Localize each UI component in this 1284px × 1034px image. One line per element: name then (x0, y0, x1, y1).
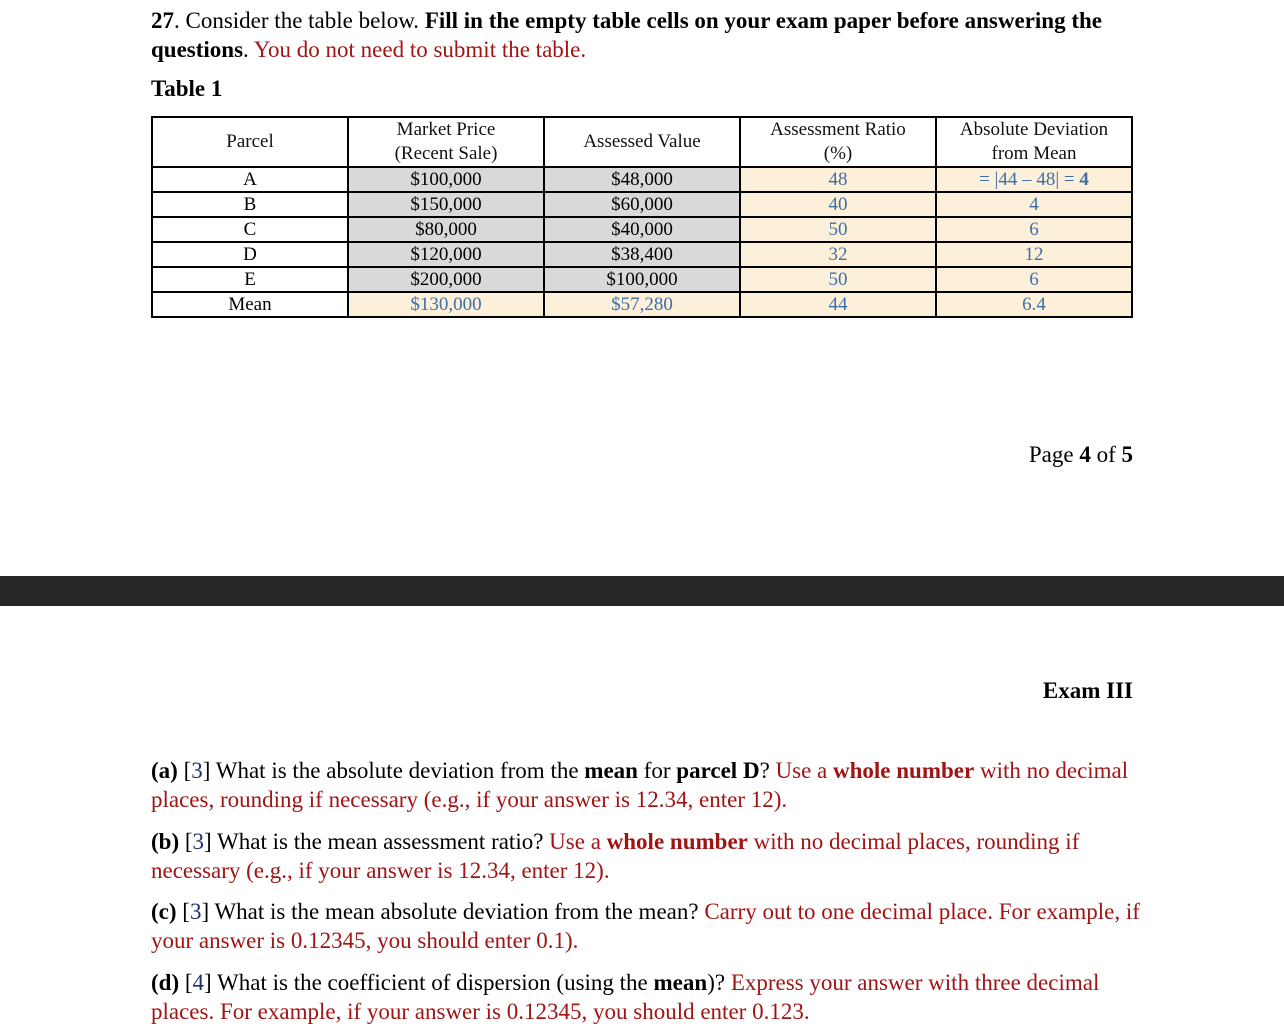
question-points: 3 (192, 829, 205, 854)
question-emphasis: parcel D (676, 758, 760, 783)
question-text: What is the mean absolute deviation from the mean? (209, 899, 705, 924)
table-header-row (152, 117, 1132, 167)
cell-market-price: $100,000 (348, 167, 544, 192)
assessment-table (151, 116, 1133, 318)
page-total: 5 (1121, 442, 1133, 467)
cell-market-price: $120,000 (348, 242, 544, 267)
question-label: (b) (151, 829, 180, 854)
question-b: (b) [3] What is the mean assessment ratio? Use a whole number with no decimal places, rounding if necessary (e.g., if your answer is 12.34, enter 12). (151, 829, 1080, 883)
header-deviation-line1: Absolute Deviation (959, 119, 1109, 140)
cell-deviation (936, 167, 1132, 192)
question-points: 3 (189, 899, 202, 924)
cell-ratio: 48 (740, 167, 936, 192)
question-instruction: with no decimal places, rounding if necessary (e.g., if your answer is 12.34, enter 12). (151, 758, 1129, 812)
header-market-price-line1: Market Price (396, 119, 496, 140)
cell-assessed-value: $38,400 (544, 242, 740, 267)
question-instruction: Use a (549, 829, 607, 854)
cell-assessed-value: $100,000 (544, 267, 740, 292)
question-text: )? (707, 970, 731, 995)
page-current: 4 (1079, 442, 1091, 467)
question-number: 27 (151, 8, 174, 33)
header-ratio-line1: Assessment Ratio (770, 119, 906, 140)
question-instruction: Use a (775, 758, 834, 783)
deviation-value: 6 (1029, 268, 1039, 290)
cell-ratio: 50 (740, 267, 936, 292)
cell-parcel: A (152, 167, 348, 192)
cell-parcel: C (152, 217, 348, 242)
page-prefix: Page (1028, 442, 1080, 467)
cell-ratio: 50 (740, 217, 936, 242)
table-row (152, 167, 1132, 192)
header-deviation-line2: from Mean (991, 143, 1077, 164)
question-label: (c) (151, 899, 177, 924)
cell-mean-assessed-value: $57,280 (544, 292, 740, 317)
cell-deviation (936, 267, 1132, 292)
cell-market-price: $80,000 (348, 217, 544, 242)
question-emphasis: mean (653, 970, 708, 995)
question-points: 3 (191, 758, 203, 783)
question-emphasis: mean (584, 758, 638, 783)
question-c: (c) [3] What is the mean absolute deviation from the mean? Carry out to one decimal place. For example, if your answer is 0.12345, you should enter 0.1). (151, 899, 1140, 953)
question-d: (d) [4] What is the coefficient of dispersion (using the mean)? Express your answer with three decimal places. For example, if your answer is 0.12345, you should enter 0.123. (151, 970, 1100, 1024)
cell-assessed-value: $60,000 (544, 192, 740, 217)
question-27-intro (151, 6, 1151, 64)
question-instruction-emphasis: whole number (833, 758, 975, 783)
header-market-price-line2: (Recent Sale) (394, 143, 498, 164)
cell-ratio: 40 (740, 192, 936, 217)
question-points: 4 (192, 970, 205, 995)
cell-market-price: $200,000 (348, 267, 544, 292)
cell-market-price: $150,000 (348, 192, 544, 217)
question-text: What is the coefficient of dispersion (using the (211, 970, 654, 995)
header-absolute-deviation (936, 117, 1132, 167)
question-instruction: Express your answer with three decimal places. For example, if your answer is 0.12345, you should enter 0.123. (151, 970, 1100, 1024)
question-instruction-emphasis: whole number (606, 829, 748, 854)
table-title: Table 1 (151, 76, 223, 101)
question-instruction: with no decimal places, rounding if necessary (e.g., if your answer is 12.34, enter 12). (151, 829, 1080, 883)
cell-deviation (936, 242, 1132, 267)
question-label: (a) (151, 758, 178, 783)
table-row (152, 217, 1132, 242)
cell-ratio: 32 (740, 242, 936, 267)
question-label: (d) (151, 970, 180, 995)
deviation-formula: = |44 – 48| = (979, 168, 1080, 190)
deviation-value: 4 (1029, 193, 1039, 215)
question-a: (a) [3] What is the absolute deviation from the mean for parcel D? Use a whole number with no decimal places, rounding if necessary (e.g., if your answer is 12.34, enter 12). (151, 758, 1129, 812)
header-assessment-ratio (740, 117, 936, 167)
cell-mean-ratio: 44 (740, 292, 936, 317)
intro-note: You do not need to submit the table. (253, 37, 587, 62)
cell-assessed-value: $40,000 (544, 217, 740, 242)
table-row (152, 242, 1132, 267)
deviation-value: 12 (1024, 243, 1044, 265)
header-market-price (348, 117, 544, 167)
cell-parcel: E (152, 267, 348, 292)
cell-parcel: B (152, 192, 348, 217)
header-ratio-line2: (%) (823, 143, 853, 164)
page-number (1029, 442, 1133, 468)
exam-title: Exam III (1042, 678, 1133, 703)
intro-period: . (243, 37, 254, 62)
intro-text: . Consider the table below. (174, 8, 425, 33)
deviation-value: 6 (1029, 218, 1039, 240)
table-mean-row (152, 292, 1132, 317)
cell-mean-deviation: 6.4 (936, 292, 1132, 317)
question-instruction: Carry out to one decimal place. For example, if your answer is 0.12345, you should enter 0.1). (151, 899, 1140, 953)
deviation-value: 4 (1079, 168, 1089, 190)
header-assessed-value: Assessed Value (544, 117, 740, 167)
cell-parcel: D (152, 242, 348, 267)
question-text: for (637, 758, 677, 783)
cell-assessed-value: $48,000 (544, 167, 740, 192)
cell-deviation (936, 217, 1132, 242)
table-row (152, 192, 1132, 217)
intro-instruction: Fill in the empty table cells on your exam paper before answering the questions (151, 8, 1102, 62)
question-text: What is the mean assessment ratio? (211, 829, 550, 854)
cell-mean-market-price: $130,000 (348, 292, 544, 317)
table-row (152, 267, 1132, 292)
cell-mean-label: Mean (152, 292, 348, 317)
header-parcel: Parcel (152, 117, 348, 167)
page-separator (0, 576, 1284, 606)
cell-deviation (936, 192, 1132, 217)
question-text: ? (759, 758, 776, 783)
page-middle: of (1090, 442, 1122, 467)
question-text: What is the absolute deviation from the (210, 758, 585, 783)
